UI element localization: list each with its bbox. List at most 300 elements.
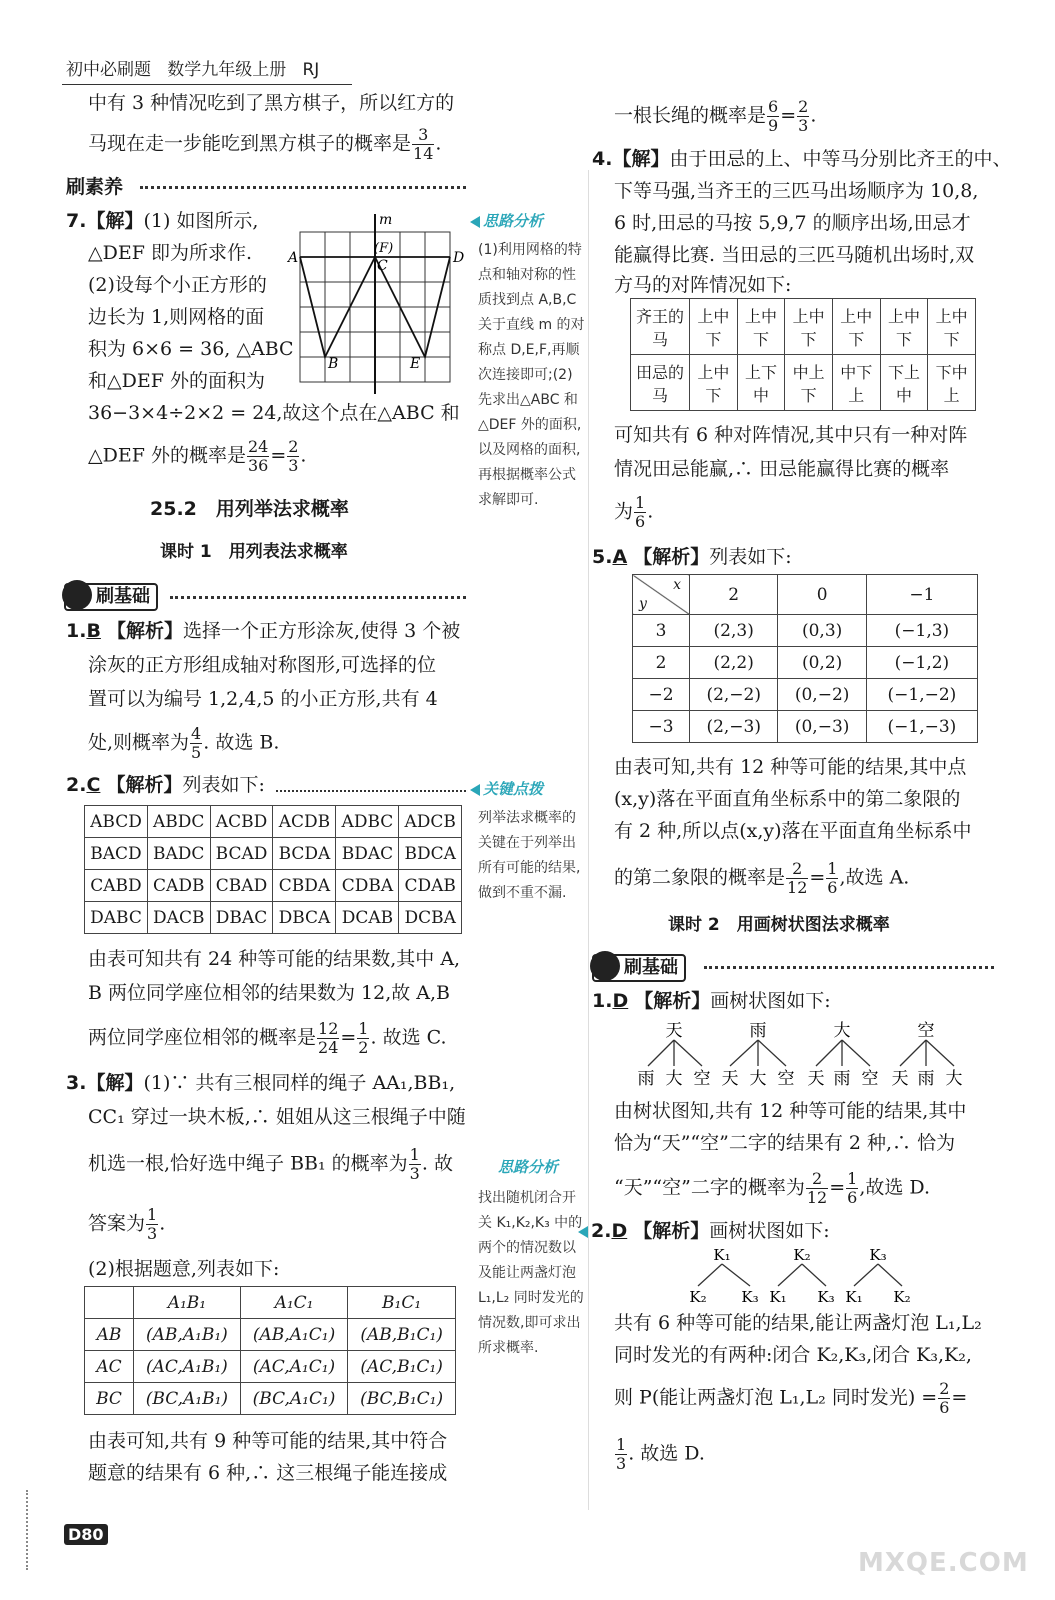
table-cell: (AB,A₁C₁) [240,1319,347,1351]
tree-leaf: K₁ [845,1288,863,1304]
numerator: 1 [147,1205,158,1224]
q4-line-2: 下等马强,当齐王的三匹马出场顺序为 10,8, [614,180,979,202]
tree-leaf: 空 [861,1069,879,1088]
fraction [797,98,809,135]
answer: B [86,620,101,642]
table-cell: 下上中 [880,355,928,411]
table-cell: 上中下 [832,299,880,355]
q7-line-8: △DEF 外的概率是 $\frac{24}{36}$ = $\frac{2}{3}$ . [88,437,307,475]
side-note-2-title [470,778,543,799]
q5-after-2: (x,y)落在平面直角坐标系中的第二象限的 [614,788,961,810]
numerator: 2 [798,97,809,116]
table-cell: 下中上 [928,355,976,411]
denominator: 14 [413,144,434,163]
q7-line-2: △DEF 即为所求作. [88,242,252,264]
watermark: MXQE.COM [858,1548,1029,1578]
denominator: 24 [318,1038,339,1057]
q4-text: 为 [614,500,634,523]
pointer-icon [578,1226,588,1238]
side-note-title: 思路分析 [483,212,544,230]
fraction [190,725,202,762]
q1-tail: . 故选 B. [203,731,280,754]
coordinate-table [632,574,978,743]
denominator: 6 [827,878,838,897]
denominator: 12 [787,878,808,897]
table-cell: (−1,−2) [866,679,977,711]
continuation-text: 马现在走一步能吃到黑方棋子的概率是 [88,132,412,155]
banner-badge-icon [62,580,92,610]
table-cell: (AC,A₁B₁) [134,1351,241,1383]
grid-figure [286,210,466,395]
question-number: 1. [66,620,87,642]
numerator: 2 [288,437,299,456]
table-row [633,575,978,615]
denominator: 3 [288,456,299,475]
table-cell: ABDC [147,806,210,838]
q7-line-7: 36−3×4÷2×2 = 24,故这个点在△ABC 和 [88,402,460,424]
r2-text: 则 P(能让两盏灯泡 L₁,L₂ 同时发光) = [614,1386,938,1409]
r1-after-3: “天”“空”二字的概率为 $\frac{2}{12}$ = $\frac{1}{6}$ ,故选 D. [614,1169,931,1207]
denominator: 5 [191,743,202,762]
q5-head: 列表如下: [709,546,792,568]
q7-text: (1) 如图所示, [143,210,259,232]
fraction [317,1020,339,1057]
table-cell: (BC,A₁C₁) [240,1383,347,1415]
table-cell: ACBD [210,806,273,838]
table-cell: (0,3) [778,615,866,647]
r2-tail: . 故选 D. [628,1442,705,1465]
table-row [85,902,462,934]
lesson-2-title: 课时 2 用画树状图法求概率 [668,915,890,935]
solution-tag: 【解】 [86,1072,144,1094]
fraction [357,1020,369,1057]
tree-leaf: K₁ [769,1288,787,1304]
tree-leaf: 天 [807,1069,825,1088]
side-note-3-title: 思路分析 [498,1158,559,1176]
q5-text: 的第二象限的概率是 [614,866,786,889]
ji-chu-pill [64,583,158,611]
arrow-icon [470,784,480,796]
q1-text: 处,则概率为 [88,731,190,754]
tree-leaf: 雨 [833,1069,851,1088]
tree-leaf: K₂ [893,1288,911,1304]
table-cell: ACDB [273,806,336,838]
table-cell: −1 [866,575,977,615]
corner-x: x [673,577,681,593]
numerator: 1 [827,859,838,878]
dotted-rule [170,596,466,599]
corner-y: y [639,596,647,612]
tree-leaf: K₂ [689,1288,707,1304]
analysis-tag: 【解析】 [634,990,711,1012]
r1-head: 画树状图如下: [710,990,831,1012]
q7-line-4: 边长为 1,则网格的面 [88,306,265,328]
tree-root: 大 [833,1021,851,1041]
table-row [631,299,976,355]
numerator: 2 [806,1170,828,1189]
fraction [412,126,434,163]
fraction [615,1436,627,1473]
table-cell: AC [85,1351,134,1383]
table-row [633,647,978,679]
question-number: 7. [66,210,87,232]
denominator: 3 [798,116,809,135]
label-f: (F) [374,241,394,256]
tree-leaf: 雨 [917,1069,935,1088]
q4-line-1 [592,146,1011,172]
numerator: 2 [786,860,808,879]
q2-text: 两位同学座位相邻的概率是 [88,1026,317,1049]
label-c: C [377,258,388,274]
table-cell: BDAC [336,838,399,870]
table-row [85,806,462,838]
table-cell: CDAB [399,870,462,902]
question-number: 5. [592,546,613,568]
r2-after-4 [614,1436,705,1473]
tree-leaf: 天 [721,1069,739,1088]
dotted-rule [704,966,994,969]
solution-tag: 【解】 [86,210,144,232]
su-yang-heading: 刷素养 [66,176,124,198]
r2-after-3 [614,1380,967,1417]
tree-leaf: 空 [693,1069,711,1088]
table-cell: (2,3) [690,615,778,647]
table-cell: A₁C₁ [240,1287,347,1319]
answer: D [611,1220,628,1242]
table-cell: (−1,2) [866,647,977,679]
equals: = [951,1386,968,1409]
tree-root: K₃ [869,1246,887,1264]
r2-after-2: 同时发光的有两种:闭合 K₂,K₃,闭合 K₃,K₂, [614,1344,972,1366]
book-name: 初中必刷题 [66,60,151,80]
numerator: 3 [412,126,434,145]
q3-after-1: 由表可知,共有 9 种等可能的结果,其中符合 [88,1430,448,1452]
r1-text: “天”“空”二字的概率为 [614,1176,805,1199]
q4-line-4: 能赢得比赛. 当田忌的三匹马随机出场时,双 [614,244,975,266]
tree-leaf: 雨 [637,1069,655,1088]
table-cell: 中下上 [832,355,880,411]
table-cell: AB [85,1319,134,1351]
table-cell: BACD [85,838,148,870]
fraction [146,1206,158,1243]
table-cell: A₁B₁ [134,1287,241,1319]
page-number: D80 [64,1524,108,1545]
ji-chu-pill [592,954,686,982]
q3-text: 答案为 [88,1212,146,1235]
label-e: E [410,356,421,372]
denominator: 2 [358,1038,369,1057]
q7-text: △DEF 外的概率是 [88,444,246,467]
table-cell: (AC,A₁C₁) [240,1351,347,1383]
tree-root: K₂ [793,1246,811,1264]
table-cell: 上中下 [880,299,928,355]
numerator: 24 [247,437,269,456]
table-cell: B₁C₁ [348,1287,456,1319]
denominator: 6 [939,1398,950,1417]
label-m: m [379,212,393,228]
table-row [633,615,978,647]
q1-line-2: 涂灰的正方形组成轴对称图形,可选择的位 [88,654,437,676]
table-cell: 上中下 [690,299,738,355]
denominator: 9 [768,116,779,135]
q7-line-5: 积为 6×6 = 36, △ABC [88,338,294,360]
q3-tail: . 故 [421,1152,453,1175]
table-cell: 0 [778,575,866,615]
question-number: 2. [591,1220,612,1242]
dotted-rule [276,790,466,792]
table-corner [633,575,690,615]
table-cell: 3 [633,615,690,647]
numerator: 1 [847,1169,858,1188]
section-title: 25.2 用列举法求概率 [150,498,349,520]
table-cell: CABD [85,870,148,902]
q4-text: 由于田忌的上、中等马分别比齐王的中、 [669,148,1012,170]
tree-leaf: 天 [891,1069,909,1088]
table-cell: (AB,B₁C₁) [348,1319,456,1351]
table-cell: (0,−2) [778,679,866,711]
tree-leaf: 大 [665,1069,683,1088]
q2-after-1: 由表可知共有 24 种等可能的结果数,其中 A, [88,948,461,970]
q2-after-3: 两位同学座位相邻的概率是 $\frac{12}{24}$ = $\frac{1}{2}$ . 故选 C. [88,1019,447,1057]
analysis-tag: 【解析】 [633,546,710,568]
q5-after-4: 的第二象限的概率是 $\frac{2}{12}$ = $\frac{1}{6}$ ,故选 A. [614,859,910,897]
header-rule [62,84,352,85]
table-cell: (−1,3) [866,615,977,647]
rope-table [84,1286,456,1415]
r1-after-2: 恰为“天”“空”二字的结果有 2 种,∴ 恰为 [614,1132,956,1154]
continuation-line-2: 马现在走一步能吃到黑方棋子的概率是 $\frac{3}{14}$ . [88,125,442,163]
fraction [846,1170,858,1207]
tree-root: K₁ [713,1246,731,1264]
q1-text: 选择一个正方形涂灰,使得 3 个被 [183,620,461,642]
fraction [634,494,646,531]
fraction [938,1380,950,1417]
table-cell: DABC [85,902,148,934]
table-cell: DBAC [210,902,273,934]
denominator: 3 [147,1224,158,1243]
q2-head: 列表如下: [182,774,265,796]
q2-line-1 [66,772,265,798]
table-cell: 齐王的马 [631,299,690,355]
denominator: 6 [847,1188,858,1207]
q3-text: (1)∵ 共有三根同样的绳子 AA₁,BB₁, [143,1072,456,1094]
edition: RJ [302,60,320,80]
denominator: 12 [806,1188,828,1207]
tree-root: 雨 [749,1021,767,1041]
question-number: 1. [592,990,613,1012]
table-cell: 2 [690,575,778,615]
table-cell: DBCA [273,902,336,934]
horse-match-table [630,298,976,411]
q2-after-2: B 两位同学座位相邻的结果数为 12,故 A,B [88,982,451,1004]
q3-text: 机选一根,恰好选中绳子 BB₁ 的概率为 [88,1152,408,1175]
q4-after-3: 为 $\frac{1}{6}$ . [614,493,654,531]
q3-line-4 [88,1206,165,1243]
table-cell: (BC,B₁C₁) [348,1383,456,1415]
table-cell: CDBA [336,870,399,902]
q1-line-3: 置可以为编号 1,2,4,5 的小正方形,共有 4 [88,688,438,710]
q4-line-3: 6 时,田忌的马按 5,9,7 的顺序出场,田忌才 [614,212,971,234]
table-cell: (AB,A₁B₁) [134,1319,241,1351]
question-number: 3. [66,1072,87,1094]
tree-diagram-2 [680,1244,920,1304]
r1-tail: ,故选 D. [859,1176,931,1199]
numerator: 1 [635,493,646,512]
lesson-title: 课时 1 用列表法求概率 [160,542,348,562]
denominator: 6 [635,512,646,531]
column-divider [588,170,589,1510]
q5-line-1 [592,544,792,570]
table-row [633,711,978,743]
continuation-line-1: 中有 3 种情况吃到了黑方棋子，所以红方的 [88,92,455,114]
table-cell: 田忌的马 [631,355,690,411]
fraction [826,860,838,897]
q3-after-2: 题意的结果有 6 种,∴ 这三根绳子能连接成 [88,1462,448,1484]
r1-after-1: 由树状图知,共有 12 种等可能的结果,其中 [614,1100,967,1122]
table-cell: (2,−2) [690,679,778,711]
side-note-2-text: 列举法求概率的关键在于列举出所有可能的结果,做到不重不漏. [478,810,581,901]
r2-head: 画树状图如下: [709,1220,830,1242]
solution-tag: 【解】 [612,148,670,170]
ji-chu-banner [64,583,158,611]
label-a: A [288,250,299,266]
side-note-1-title [470,210,543,231]
tree-leaf: K₃ [741,1288,759,1304]
book-title [66,57,319,83]
table-row [85,838,462,870]
side-note-title: 关键点拨 [483,780,544,798]
analysis-tag: 【解析】 [106,620,183,642]
label-d: D [453,250,465,266]
banner-label: 刷基础 [96,586,150,607]
table-cell: (0,2) [778,647,866,679]
table-row [85,1351,456,1383]
q7-line-1 [66,208,258,234]
table-row [85,870,462,902]
table-cell: (0,−3) [778,711,866,743]
side-note-1-text: (1)利用网格的特点和轴对称的性质找到点 A,B,C 关于直线 m 的对称点 D,E,F,再顺次连接即可;(2)先求出△ABC 和△DEF 外的面积,以及网格的面积,再根据概率公式求解即可. [478,242,585,508]
table-cell: (2,−3) [690,711,778,743]
tree-leaf: 大 [945,1069,963,1088]
fraction [287,438,299,475]
tree-leaf: K₃ [817,1288,835,1304]
table-row [633,679,978,711]
numerator: 2 [939,1379,950,1398]
question-number: 4. [592,148,613,170]
table-cell: ADCB [399,806,462,838]
table-cell: −3 [633,711,690,743]
numerator: 4 [191,724,202,743]
table-cell: BADC [147,838,210,870]
dotted-rule [140,186,466,189]
side-note-3-text: 找出随机闭合开关 K₁,K₂,K₃ 中的两个的情况数以及能让两盏灯泡 L₁,L₂ 同时发光的情况数,即可求出所求概率. [478,1190,584,1356]
label-b: B [328,356,339,372]
fraction [767,98,779,135]
table-cell [85,1287,134,1319]
q4-after-2: 情况田忌能赢,∴ 田忌能赢得比赛的概率 [614,458,950,480]
q4-after-1: 可知共有 6 种对阵情况,其中只有一种对阵 [614,424,968,446]
analysis-tag: 【解析】 [633,1220,710,1242]
r2-line-1 [592,1218,830,1244]
tree-diagram-1 [630,1018,970,1088]
q2-tail: . 故选 C. [370,1026,447,1049]
q3-tail: . [159,1212,166,1235]
denominator: 3 [616,1454,627,1473]
table-cell: 上中下 [928,299,976,355]
table-cell: BCAD [210,838,273,870]
answer: A [612,546,628,568]
table-cell: BDCA [399,838,462,870]
r1-line-1 [592,988,831,1014]
q1-line-1 [66,618,460,644]
banner-label: 刷基础 [624,957,678,978]
table-cell: −2 [633,679,690,711]
fraction [247,438,269,475]
table-row [85,1319,456,1351]
q5-after-3: 有 2 种,所以点(x,y)落在平面直角坐标系中 [614,820,972,842]
fraction [786,860,808,897]
fraction [806,1170,828,1207]
table-row [631,355,976,411]
ji-chu-banner-right [592,954,686,982]
table-row [85,1383,456,1415]
fraction [409,1146,421,1183]
numerator: 6 [768,97,779,116]
q3-line-2: CC₁ 穿过一块木板,∴ 姐姐从这三根绳子中随 [88,1106,466,1128]
denominator: 36 [247,456,269,475]
numerator: 1 [358,1019,369,1038]
cont-text: 一根长绳的概率是 [614,104,767,127]
table-cell: 中上下 [785,355,833,411]
right-cont-line: 一根长绳的概率是 $\frac{6}{9}$ = $\frac{2}{3}$ . [614,97,817,135]
q3-part2: (2)根据题意,列表如下: [88,1258,280,1280]
table-cell: DACB [147,902,210,934]
table-cell: (−1,−3) [866,711,977,743]
table-cell: 上下中 [737,355,785,411]
analysis-tag: 【解析】 [106,774,183,796]
q5-tail: ,故选 A. [839,866,910,889]
table-cell: CBAD [210,870,273,902]
answer: D [612,990,629,1012]
table-cell: 2 [633,647,690,679]
numerator: 12 [318,1019,339,1038]
table-cell: CBDA [273,870,336,902]
page-corner-mark [26,1490,28,1570]
table-cell: (BC,A₁B₁) [134,1383,241,1415]
tree-leaf: 大 [749,1069,767,1088]
q4-line-5: 方马的对阵情况如下: [614,274,792,296]
numerator: 1 [409,1145,420,1164]
q7-line-6: 和△DEF 外的面积为 [88,370,265,392]
arrow-icon [470,216,480,228]
table-cell: DCAB [336,902,399,934]
q3-line-3 [88,1146,453,1183]
table-cell: (2,2) [690,647,778,679]
tree-root: 天 [665,1021,683,1041]
table-row [85,1287,456,1319]
table-cell: CADB [147,870,210,902]
q7-line-3: (2)设每个小正方形的 [88,274,267,296]
table-cell: ADBC [336,806,399,838]
permutation-table [84,805,462,934]
q1-line-4 [88,725,279,762]
table-cell: BCDA [273,838,336,870]
q3-line-1 [66,1070,455,1096]
table-cell: ABCD [85,806,148,838]
table-cell: 上中下 [690,355,738,411]
table-cell: BC [85,1383,134,1415]
tree-leaf: 空 [777,1069,795,1088]
